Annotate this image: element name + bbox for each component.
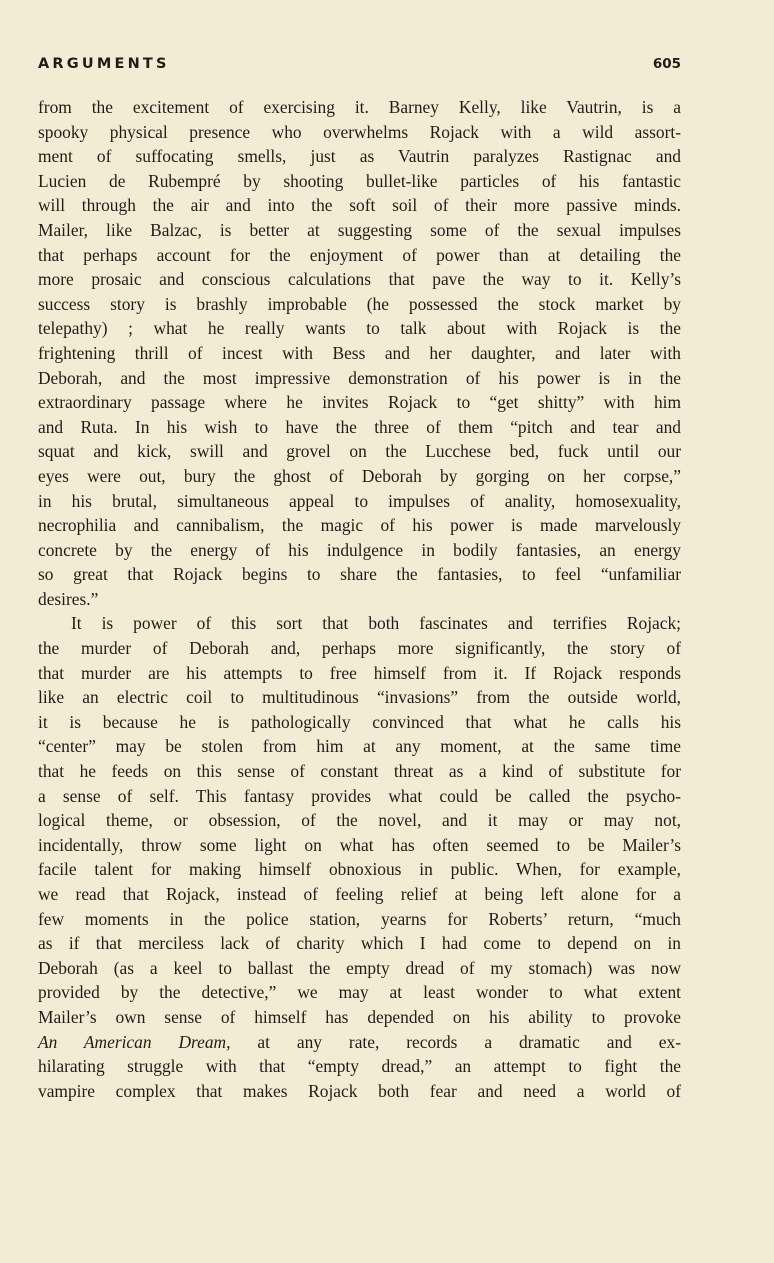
text-line: vampire complex that makes Rojack both fear and need a world of: [38, 1080, 681, 1101]
text-line: concrete by the energy of his indulgence in bodily fantasies, an energy: [38, 539, 681, 560]
text-line: Lucien de Rubempré by shooting bullet-like particles of his fantastic: [38, 170, 681, 191]
text-line: incidentally, throw some light on what has often seemed to be Mailer’s: [38, 834, 681, 855]
text-line: hilarating struggle with that “empty dread,” an attempt to fight the: [38, 1056, 681, 1077]
text-line: telepathy) ; what he really wants to talk about with Rojack is the: [38, 318, 681, 339]
page-header: [38, 56, 681, 78]
text-line: that perhaps account for the enjoyment of power than at detailing the: [38, 244, 681, 265]
text-line: more prosaic and conscious calculations that pave the way to it. Kelly’s: [38, 269, 681, 290]
text-line: so great that Rojack begins to share the fantasies, to feel “unfamiliar: [38, 564, 681, 585]
text-line: the murder of Deborah and, perhaps more significantly, the story of: [38, 638, 681, 659]
text-line: desires.”: [38, 588, 99, 609]
text-line: frightening thrill of incest with Bess and her daughter, and later with: [38, 342, 681, 363]
text-segment: at any rate, records a dramatic and ex-: [230, 1031, 681, 1052]
text-line: squat and kick, swill and grovel on the Lucchese bed, fuck until our: [38, 441, 681, 462]
text-line: “center” may be stolen from him at any moment, at the same time: [38, 736, 681, 757]
running-head: ARGUMENTS: [38, 56, 170, 72]
text-line: a sense of self. This fantasy provides what could be called the psycho-: [38, 785, 681, 806]
text-line: logical theme, or obsession, of the novel, and it may or may not,: [38, 810, 681, 831]
text-line: it is because he is pathologically convinced that what he calls his: [38, 711, 681, 732]
text-line: It is power of this sort that both fascinates and terrifies Rojack;: [71, 613, 681, 634]
text-line: like an electric coil to multitudinous “invasions” from the outside world,: [38, 687, 681, 708]
text-line: from the excitement of exercising it. Barney Kelly, like Vautrin, is a: [38, 97, 681, 117]
text-line: eyes were out, bury the ghost of Deborah by gorging on her corpse,”: [38, 465, 681, 486]
text-line: necrophilia and cannibalism, the magic of his power is made marvelously: [38, 515, 681, 536]
text-line: in his brutal, simultaneous appeal to impulses of anality, homosexuality,: [38, 490, 681, 511]
body-text: [38, 95, 681, 1103]
text-line: ment of suffocating smells, just as Vautrin paralyzes Rastignac and: [38, 146, 681, 167]
book-title-italic: An American Dream,: [38, 1031, 231, 1052]
text-line: that murder are his attempts to free himself from it. If Rojack responds: [38, 662, 681, 683]
text-line: Mailer, like Balzac, is better at suggesting some of the sexual impulses: [38, 219, 681, 240]
text-line: and Ruta. In his wish to have the three of them “pitch and tear and: [38, 416, 681, 437]
text-line: Deborah, and the most impressive demonstration of his power is in the: [38, 367, 681, 388]
text-line: success story is brashly improbable (he possessed the stock market by: [38, 293, 681, 314]
page-number: 605: [652, 56, 681, 72]
text-line: few moments in the police station, yearns for Roberts’ return, “much: [38, 908, 681, 929]
text-line: we read that Rojack, instead of feeling relief at being left alone for a: [38, 884, 681, 904]
paragraph-1: [38, 95, 681, 611]
text-line: Mailer’s own sense of himself has depended on his ability to provoke: [38, 1006, 681, 1027]
text-line: will through the air and into the soft soil of their more passive minds.: [38, 195, 681, 216]
text-line: provided by the detective,” we may at least wonder to what extent: [38, 982, 681, 1003]
text-line: facile talent for making himself obnoxious in public. When, for example,: [38, 859, 681, 880]
text-line: that he feeds on this sense of constant threat as a kind of substitute for: [38, 761, 681, 782]
text-line: as if that merciless lack of charity which I had come to depend on in: [38, 933, 681, 954]
text-line: Deborah (as a keel to ballast the empty dread of my stomach) was now: [38, 957, 681, 978]
text-line: [38, 1030, 681, 1055]
text-line: extraordinary passage where he invites Rojack to “get shitty” with him: [38, 392, 681, 413]
paragraph-2: [38, 611, 681, 1103]
text-line: spooky physical presence who overwhelms Rojack with a wild assort-: [38, 121, 681, 142]
